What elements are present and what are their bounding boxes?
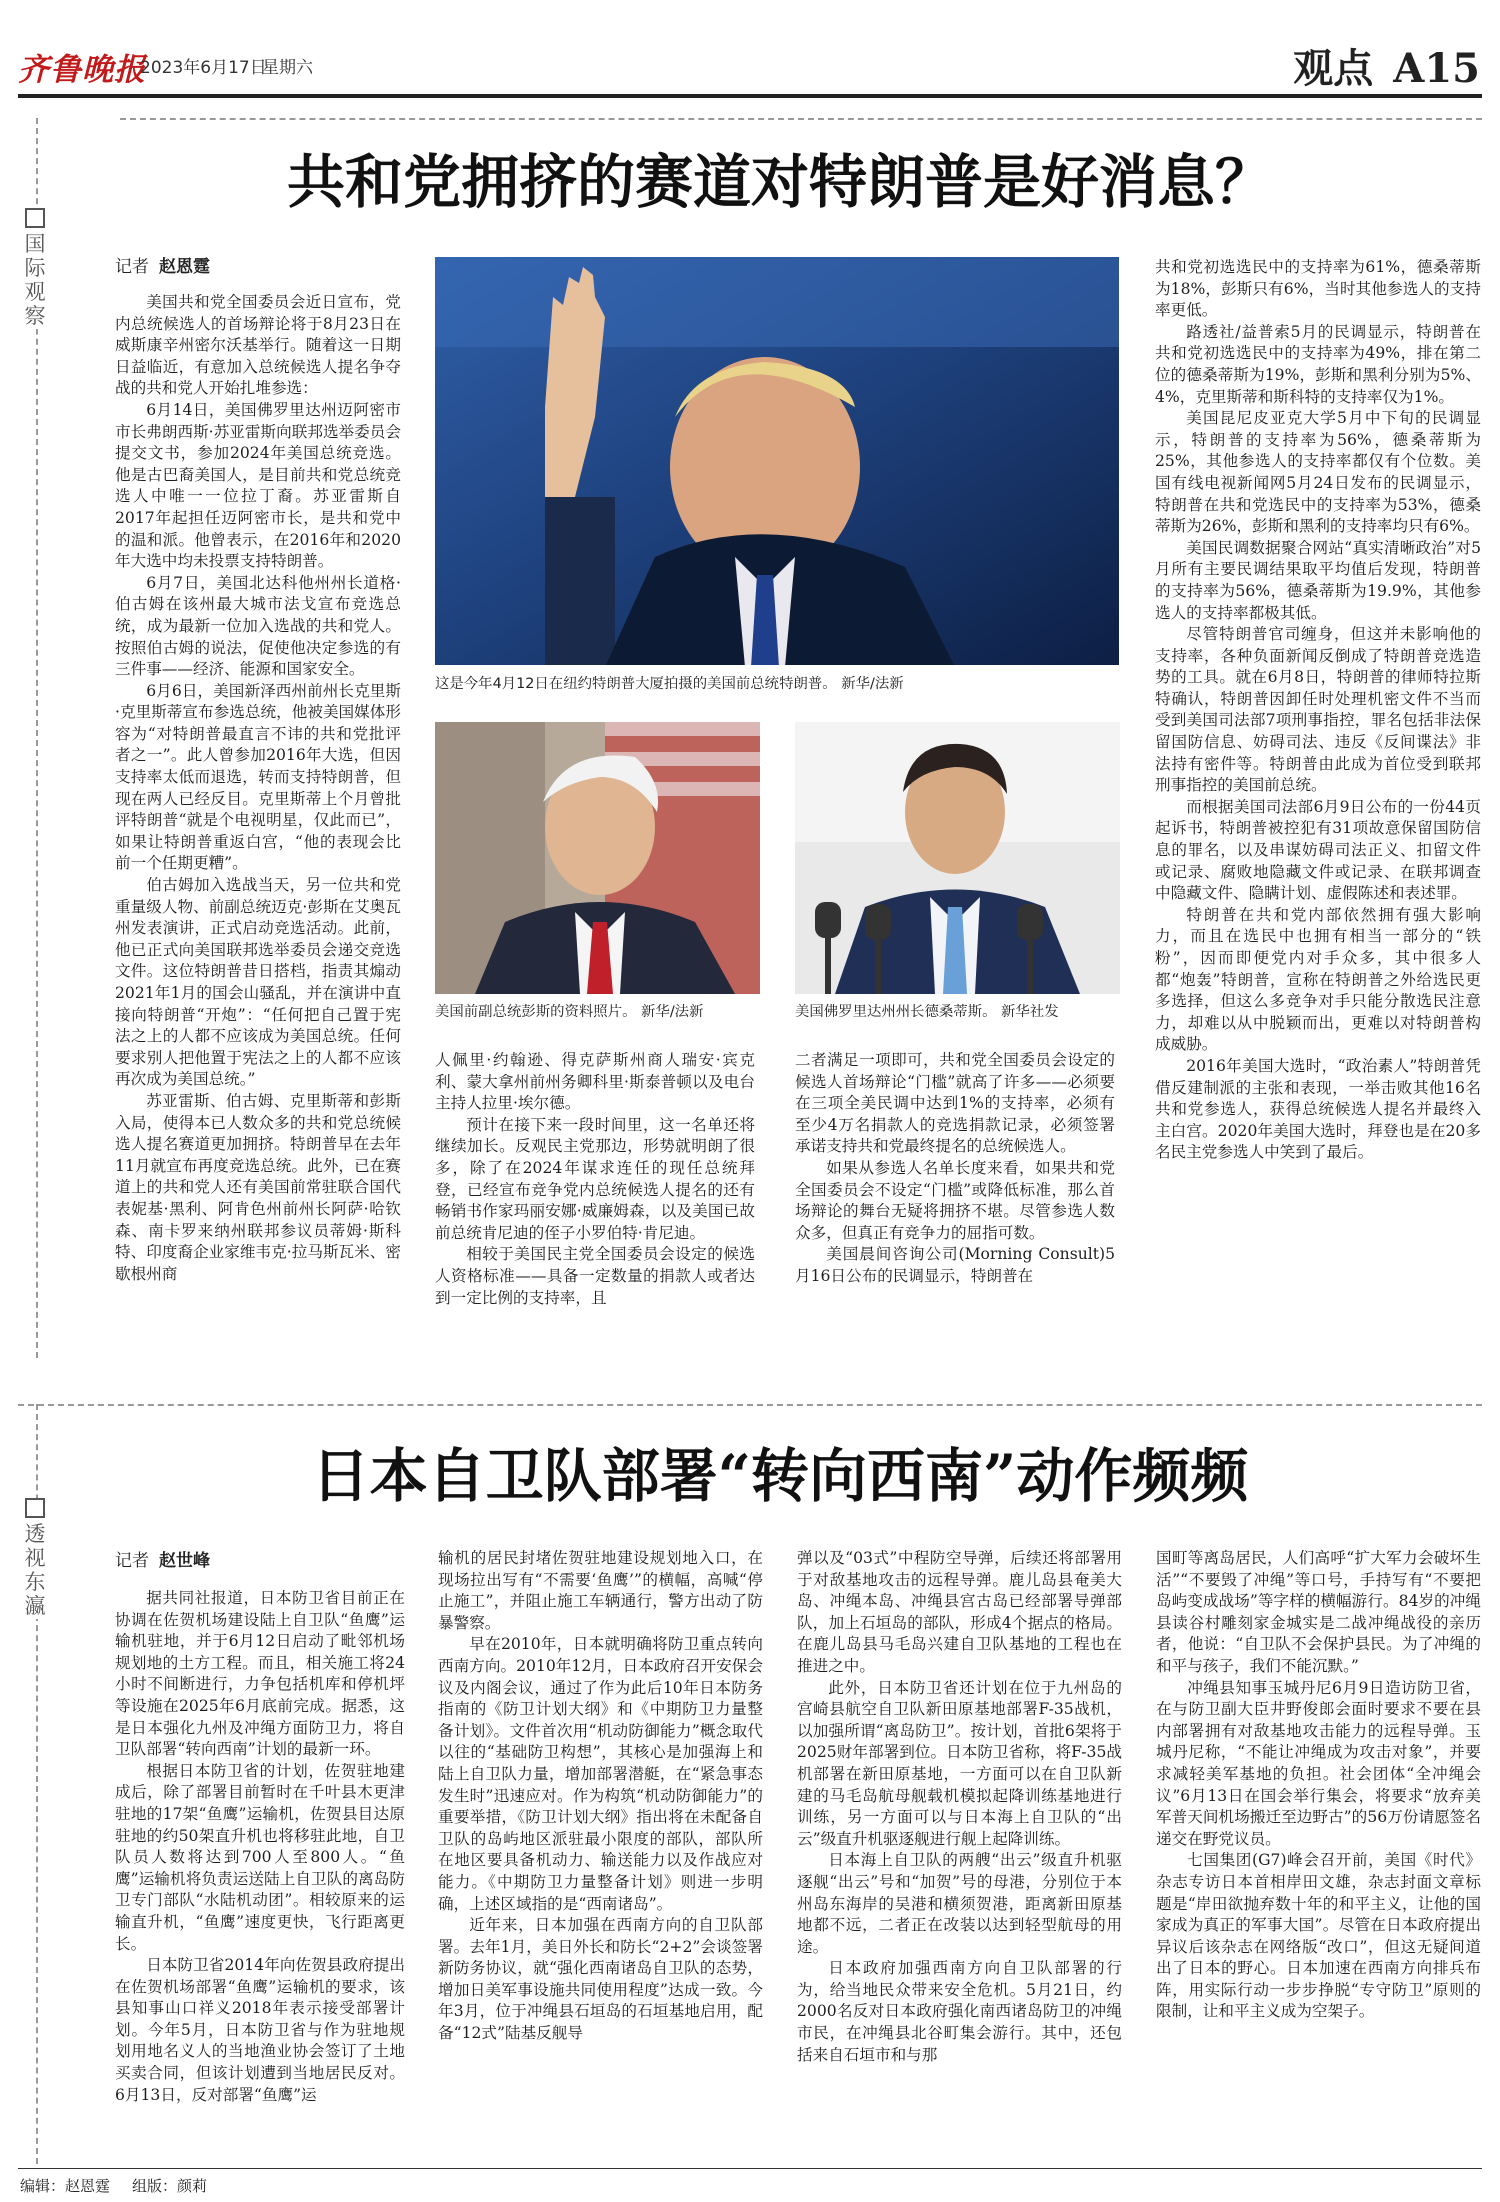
layout-credit: 组版：颜莉: [132, 2177, 208, 2195]
pence-photo-caption: 美国前副总统彭斯的资料照片。 新华/法新: [435, 1004, 704, 1020]
story1-byline: 记者 赵恩霆: [115, 257, 210, 277]
trump-photo: [435, 257, 1119, 665]
story1-column-4: 共和党初选选民中的支持率为61%，德桑蒂斯为18%，彭斯只有6%，当时其他参选人的支持率更低。 路透社/益普索5月的民调显示，特朗普在共和党初选选民中的支持率为49%，排在第二位的德桑蒂斯为19%，彭斯和黑利分别为5%、4%，克里斯蒂和斯科特的支持率仅为1%。 美国昆尼皮亚克大学5月中下旬的民调显示，特朗普的支持率为56%，德桑蒂斯为25%，其他参选人的支持率都仅有个位数。美国有线电视新闻网5月24日发布的民调显示，特朗普在共和党选民中的支持率为53%，德桑蒂斯为26%，彭斯和黑利的支持率均只有6%。 美国民调数据聚合网站“真实清晰政治”对5月所有主要民调结果取平均值后发现，特朗普的支持率为56%，德桑蒂斯为19.9%，其他参选人的支持率都极其低。 尽管特朗普官司缠身，但这并未影响他的支持率，各种负面新闻反倒成了特朗普竞选造势的工具。就在6月8日，特朗普的律师特拉斯特确认，特朗普因卸任时处理机密文件不当而受到美国司法部7项刑事指控，罪名包括非法保留国防信息、妨碍司法、违反《反间谍法》非法持有密件等。特朗普由此成为首位受到联邦刑事指控的美国前总统。 而根据美国司法部6月9日公布的一份44页起诉书，特朗普被控犯有31项故意保留国防信息的罪名，以及串谋妨碍司法正义、扣留文件或记录、腐败地隐藏文件或记录、在联邦调查中隐藏文件、隐瞒计划、虚假陈述和表述罪。 特朗普在共和党内部依然拥有强大影响力，而且在选民中也拥有相当一部分的“铁粉”，因而即便党内对手众多，其中很多人都“炮轰”特朗普，宣称在特朗普之外给选民更多选择，但这么多竞争对手只能分散选民注意力，却难以从中脱颖而出，更难以对特朗普构成威胁。 2016年美国大选时，“政治素人”特朗普凭借反建制派的主张和表现，一举击败其他16名共和党参选人，获得总统候选人提名并最终入主白宫。2020年美国大选时，拜登也是在20多名民主党参选人中笑到了最后。: [1155, 258, 1481, 1162]
editor-credit: 编辑：赵恩霆: [20, 2177, 111, 2195]
pence-photo: [435, 722, 760, 994]
issue-date: 2023年6月17日: [140, 58, 267, 78]
story2-column-2: 输机的居民封堵佐贺驻地建设规划地入口，在现场拉出写有“不需要‘鱼鹰’”的横幅，高喊“停止施工”，并阻止施工车辆通行，警方出动了防暴警察。 早在2010年，日本就明确将防卫重点转向西南方向。2010年12月，日本政府召开安保会议及内阁会议，通过了作为此后10年日本防务指南的《防卫计划大纲》和《中期防卫力量整备计划》。文件首次用“机动防御能力”概念取代以往的“基础防卫构想”，其核心是加强海上和陆上自卫队力量，增加部署潜艇，在“紧急事态发生时”迅速应对。作为构筑“机动防御能力”的重要举措，《防卫计划大纲》指出将在未配备自卫队的岛屿地区派驻最小限度的部队，部队所在地区要具备机动力、输送能力以及作战应对能力。《中期防卫力量整备计划》则进一步明确，上述区域指的是“西南诸岛”。 近年来，日本加强在西南方向的自卫队部署。去年1月，美日外长和防长“2+2”会谈签署新防务协议，就“强化西南诸岛自卫队的态势，增加日美军事设施共同使用程度”达成一致。今年3月，位于冲绳县石垣岛的石垣基地启用，配备“12式”陆基反舰导: [438, 1549, 763, 2043]
desantis-photo-caption: 美国佛罗里达州州长德桑蒂斯。 新华社发: [795, 1004, 1059, 1020]
story2-byline: 记者 赵世峰: [115, 1551, 210, 1571]
story2-column-1: 据共同社报道，日本防卫省目前正在协调在佐贺机场建设陆上自卫队“鱼鹰”运输机驻地，并于6月12日启动了毗邻机场规划地的土方工程。而且，相关施工将24小时不间断进行，力争包括机库和停机坪等设施在2025年6月底前完成。据悉，这是日本强化九州及冲绳方面防卫力，将自卫队部署“转向西南”计划的最新一环。 根据日本防卫省的计划，佐贺驻地建成后，除了部署目前暂时在千叶县木更津驻地的17架“鱼鹰”运输机，佐贺县目达原驻地的约50架直升机也将移驻此地，自卫队员人数将达到700人至800人。“鱼鹰”运输机将负责运送陆上自卫队的离岛防卫专门部队“水陆机动团”。相较原来的运输直升机，“鱼鹰”速度更快，飞行距离更长。 日本防卫省2014年向佐贺县政府提出在佐贺机场部署“鱼鹰”运输机的要求，该县知事山口祥义2018年表示接受部署计划。今年5月，日本防卫省与作为驻地规划用地名义人的当地渔业协会签订了土地买卖合同，但该计划遭到当地居民反对。6月13日，反对部署“鱼鹰”运: [115, 1589, 405, 2104]
footer-rule: [18, 2168, 1482, 2169]
label-box-icon: [25, 208, 45, 228]
story2-column-label: 透 视 东 瀛: [22, 1498, 48, 1619]
story1-column-1: 美国共和党全国委员会近日宣布，党内总统候选人的首场辩论将于8月23日在威斯康辛州密尔沃基举行。随着这一日期日益临近，有意加入总统候选人提名争夺战的共和党人开始扎堆参选： 6月14日，美国佛罗里达州迈阿密市市长弗朗西斯·苏亚雷斯向联邦选举委员会提交文书，参加2024年美国总统竞选。他是古巴裔美国人，是目前共和党总统竞选人中唯一一位拉丁裔。苏亚雷斯自2017年起担任迈阿密市长，是共和党中的温和派。他曾表示，在2016年和2020年大选中均未投票支持特朗普。 6月7日，美国北达科他州州长道格·伯古姆在该州最大城市法戈宣布竞选总统，成为最新一位加入选战的共和党人。按照伯古姆的说法，促使他决定参选的有三件事——经济、能源和国家安全。 6月6日，美国新泽西州前州长克里斯·克里斯蒂宣布参选总统，他被美国媒体形容为“对特朗普最直言不讳的共和党批评者之一”。此人曾参加2016年大选，但因支持率太低而退选，转而支持特朗普，但现在两人已经反目。克里斯蒂上个月曾批评特朗普“就是个电视明星，仅此而已”，如果让特朗普重返白宫，“他的表现会比前一个任期更糟”。 伯古姆加入选战当天，另一位共和党重量级人物、前副总统迈克·彭斯在艾奥瓦州发表演讲，正式启动竞选活动。此前，他已正式向美国联邦选举委员会递交竞选文件。这位特朗普昔日搭档，指责其煽动2021年1月的国会山骚乱，并在演讲中直接向特朗普“开炮”：“任何把自己置于宪法之上的人都不应该成为美国总统。任何要求别人把他置于宪法之上的人都不应该再次成为美国总统。” 苏亚雷斯、伯古姆、克里斯蒂和彭斯入局，使得本已人数众多的共和党总统候选人提名赛道更加拥挤。特朗普早在去年11月就宣布再度竞选总统。此外，已在赛道上的共和党人还有美国前常驻联合国代表妮基·黑利、阿肯色州前州长阿萨·哈钦森、南卡罗来纳州联邦参议员蒂姆·斯科特、印度裔企业家维韦克·拉马斯瓦米、密歇根州商: [115, 293, 401, 1283]
page-number: A15: [1393, 45, 1480, 92]
label-box-icon: [25, 1498, 45, 1518]
story2-headline: 日本自卫队部署“转向西南”动作频频: [311, 1442, 1249, 1510]
trump-photo-caption: 这是今年4月12日在纽约特朗普大厦拍摄的美国前总统特朗普。 新华/法新: [435, 676, 904, 692]
issue-weekday: 星期六: [262, 58, 313, 78]
story1-column-label: 国 际 观 察: [22, 208, 48, 329]
page-footer: [20, 2175, 229, 2196]
story1-headline: 共和党拥挤的赛道对特朗普是好消息？: [286, 148, 1273, 216]
page-section-header: [1273, 37, 1480, 94]
newspaper-logo: 齐鲁晚报: [18, 52, 146, 88]
story2-top-rule: [18, 1404, 1482, 1406]
section-name: 观点: [1293, 45, 1374, 92]
story2-column-4: 国町等离岛居民，人们高呼“扩大军力会破坏生活”“不要毁了冲绳”等口号，手持写有“不要把岛屿变成战场”等字样的横幅游行。84岁的冲绳县读谷村雕刻家金城实是二战冲绳战役的亲历者，他说：“自卫队不会保护县民。为了冲绳的和平与孩子，我们不能沉默。” 冲绳县知事玉城丹尼6月9日造访防卫省，在与防卫副大臣井野俊郎会面时要求不要在县内部署拥有对敌基地攻击能力的远程导弹。玉城丹尼称，“不能让冲绳成为攻击对象”，并要求减轻美军基地的负担。社会团体“全冲绳会议”6月13日在国会举行集会，将要求“放弃美军普天间机场搬迁至边野古”的56万份请愿签名递交在野党议员。 七国集团(G7)峰会召开前，美国《时代》杂志专访日本首相岸田文雄，杂志封面文章标题是“岸田欲抛弃数十年的和平主义，让他的国家成为真正的军事大国”。尽管在日本政府提出异议后该杂志在网络版“改口”，但这无疑间道出了日本的野心。日本加速在西南方向排兵布阵，用实际行动一步步挣脱“专守防卫”原则的限制，让和平主义成为空架子。: [1156, 1549, 1481, 2021]
story2-column-3: 弹以及“03式”中程防空导弹，后续还将部署用于对敌基地攻击的远程导弹。鹿儿岛县奄美大岛、冲绳本岛、冲绳县宫古岛已经部署导弹部队，加上石垣岛的部队，形成4个据点的格局。在鹿儿岛县马毛岛兴建自卫队基地的工程也在推进之中。 此外，日本防卫省还计划在位于九州岛的宫崎县航空自卫队新田原基地部署F-35战机，以加强所谓“离岛防卫”。按计划，首批6架将于2025财年部署到位。日本防卫省称，将F-35战机部署在新田原基地，一方面可以在自卫队新建的马毛岛航母舰载机模拟起降训练基地进行训练，另一方面可以与日本海上自卫队的“出云”级直升机驱逐舰进行舰上起降训练。 日本海上自卫队的两艘“出云”级直升机驱逐舰“出云”号和“加贺”号的母港，分别位于本州岛东海岸的吴港和横须贺港，距离新田原基地都不远，二者正在改装以达到轻型航母的用途。 日本政府加强西南方向自卫队部署的行为，给当地民众带来安全危机。5月21日，约2000名反对日本政府强化南西诸岛防卫的冲绳市民，在冲绳县北谷町集会游行。其中，还包括来自石垣市和与那: [797, 1549, 1122, 2064]
desantis-photo: [795, 722, 1120, 994]
header-rule: [18, 94, 1482, 98]
story1-column-2: 人佩里·约翰逊、得克萨斯州商人瑞安·宾克利、蒙大拿州前州务卿科里·斯泰普顿以及电台主持人拉里·埃尔德。 预计在接下来一段时间里，这一名单还将继续加长。反观民主党那边，形势就明朗了很多，除了在2024年谋求连任的现任总统拜登，已经宣布竞争党内总统候选人提名的还有畅销书作家玛丽安娜·威廉姆森，以及美国已故前总统肯尼迪的侄子小罗伯特·肯尼迪。 相较于美国民主党全国委员会设定的候选人资格标准——具备一定数量的捐款人或者达到一定比例的支持率，且: [435, 1051, 755, 1307]
story1-column-3: 二者满足一项即可，共和党全国委员会设定的候选人首场辩论“门槛”就高了许多——必须要在三项全美民调中达到1%的支持率，必须有至少4万名捐款人的竞选捐款记录，必须签署承诺支持共和党最终提名的总统候选人。 如果从参选人名单长度来看，如果共和党全国委员会不设定“门槛”或降低标准，那么首场辩论的舞台无疑将拥挤不堪。尽管参选人数众多，但真正有竞争力的屈指可数。 美国晨间咨询公司(Morning Consult)5月16日公布的民调显示，特朗普在: [795, 1051, 1115, 1285]
story1-top-rule: [120, 118, 1482, 120]
